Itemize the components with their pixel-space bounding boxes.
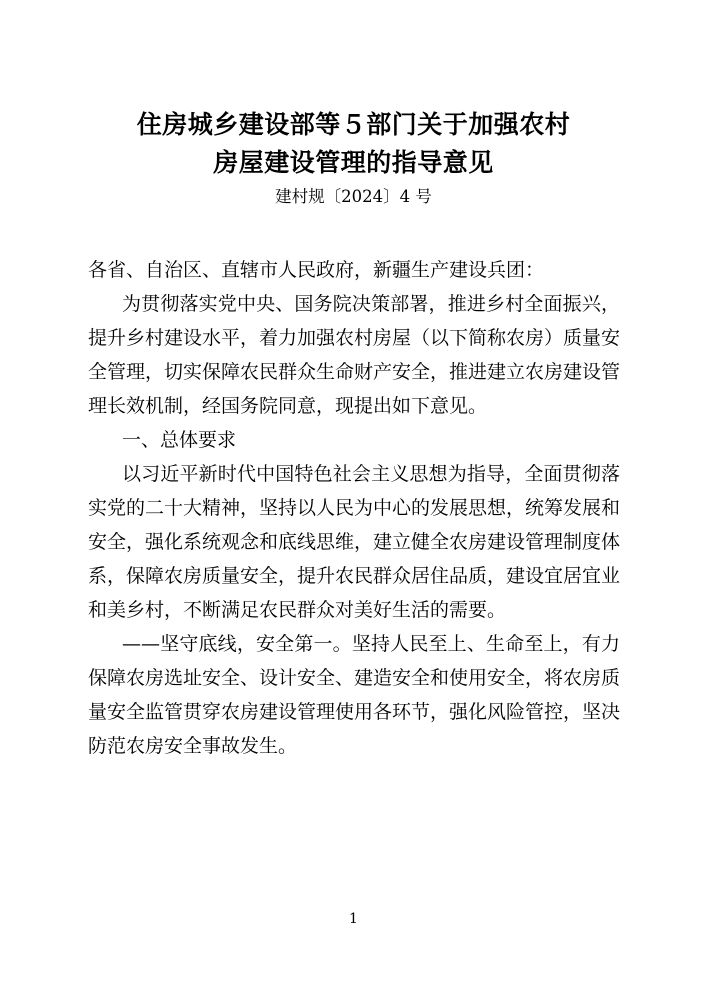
paragraph-2-line-2: 实党的二十大精神，坚持以人民为中心的发展思想，统筹发展和 xyxy=(88,497,620,519)
paragraph-3-line-1: ——坚守底线，安全第一。坚持人民至上、生命至上，有力 xyxy=(122,633,620,655)
paragraph-1-line-3: 全管理，切实保障农民群众生命财产安全，推进建立农房建设管 xyxy=(88,361,620,383)
document-title-line-1: 住房城乡建设部等５部门关于加强农村 xyxy=(136,110,571,139)
paragraph-1-line-4: 理长效机制，经国务院同意，现提出如下意见。 xyxy=(88,395,488,417)
section-heading: 一、总体要求 xyxy=(122,429,237,451)
paragraph-3-line-4: 防范农房安全事故发生。 xyxy=(88,735,298,757)
paragraph-3-line-2: 保障农房选址安全、设计安全、建造安全和使用安全，将农房质 xyxy=(88,667,620,689)
paragraph-2-line-5: 和美乡村，不断满足农民群众对美好生活的需要。 xyxy=(88,599,507,621)
document-title-line-2: 房屋建设管理的指导意见 xyxy=(213,148,494,177)
paragraph-2-line-4: 系，保障农房质量安全，提升农民群众居住品质，建设宜居宜业 xyxy=(88,565,620,587)
paragraph-2-line-3: 安全，强化系统观念和底线思维，建立健全农房建设管理制度体 xyxy=(88,531,620,553)
page-number: 1 xyxy=(349,911,358,927)
paragraph-3-line-3: 量安全监管贯穿农房建设管理使用各环节，强化风险管控，坚决 xyxy=(88,701,620,723)
paragraph-2-line-1: 以习近平新时代中国特色社会主义思想为指导，全面贯彻落 xyxy=(122,463,620,485)
document-number: 建村规〔2024〕4 号 xyxy=(275,187,432,206)
paragraph-1-line-1: 为贯彻落实党中央、国务院决策部署，推进乡村全面振兴， xyxy=(122,293,620,315)
salutation: 各省、自治区、直辖市人民政府，新疆生产建设兵团： xyxy=(88,259,545,281)
paragraph-1-line-2: 提升乡村建设水平，着力加强农村房屋（以下简称农房）质量安 xyxy=(88,327,620,349)
